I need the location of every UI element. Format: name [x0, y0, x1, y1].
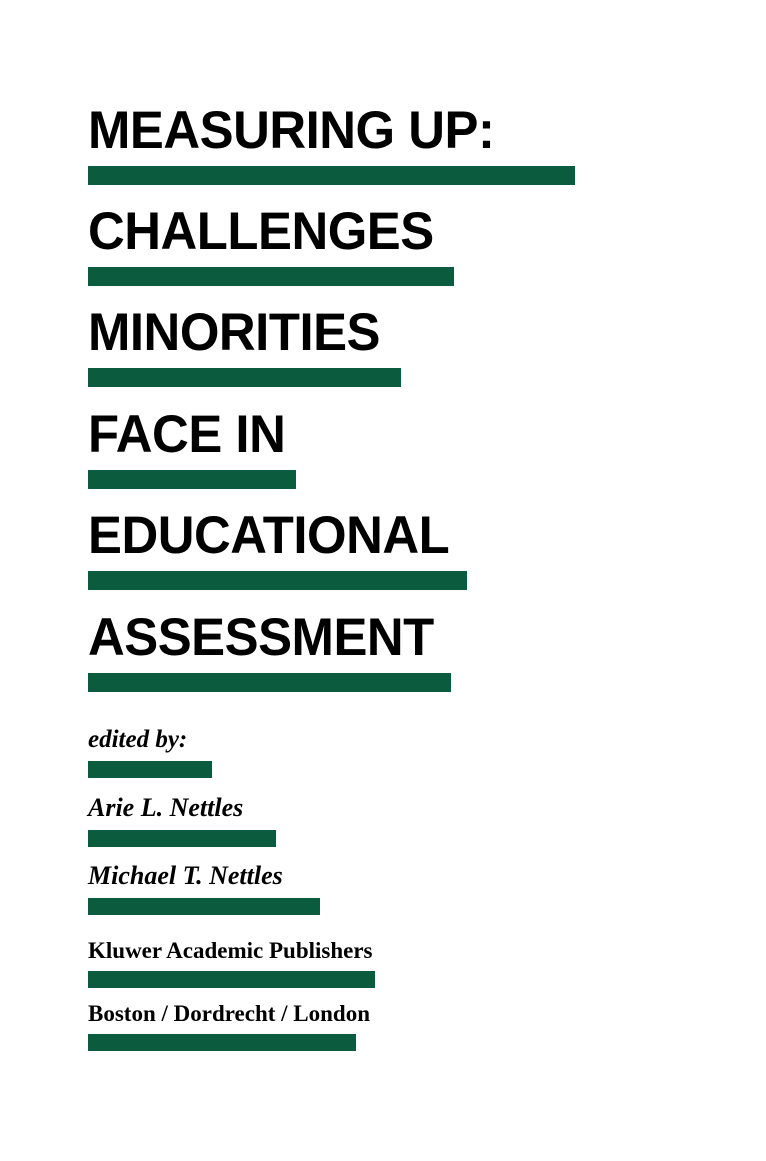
publisher-block [88, 938, 375, 988]
title-line-2 [88, 202, 454, 286]
title-line-3 [88, 303, 401, 387]
title-line-4-text: FACE IN [88, 405, 286, 464]
editor-label-rule [88, 761, 212, 778]
title-line-6-rule [88, 673, 451, 692]
title-line-3-rule [88, 368, 401, 387]
editor-1-name: Arie L. Nettles [88, 793, 244, 822]
title-line-1-text: MEASURING UP: [88, 101, 495, 160]
title-line-4 [88, 405, 296, 489]
editor-1-rule [88, 830, 276, 847]
publisher-locations-rule [88, 1034, 356, 1051]
editor-label-block [88, 726, 212, 778]
title-line-2-text: CHALLENGES [88, 202, 434, 261]
title-line-3-text: MINORITIES [88, 303, 381, 362]
editor-2-block [88, 861, 320, 915]
title-line-2-rule [88, 267, 454, 286]
title-line-4-rule [88, 470, 296, 489]
title-line-5-text: EDUCATIONAL [88, 506, 450, 565]
publisher-name: Kluwer Academic Publishers [88, 938, 373, 963]
publisher-locations-block [88, 1001, 370, 1051]
editor-2-rule [88, 898, 320, 915]
title-line-1 [88, 101, 575, 185]
editor-2-name: Michael T. Nettles [88, 861, 283, 890]
title-line-5-rule [88, 571, 467, 590]
publisher-rule [88, 971, 375, 988]
title-line-1-rule [88, 166, 575, 185]
publisher-locations: Boston / Dordrecht / London [88, 1001, 371, 1026]
title-line-5 [88, 506, 467, 590]
title-line-6 [88, 608, 451, 692]
editor-1-block [88, 793, 276, 847]
editor-label: edited by: [88, 726, 188, 753]
title-line-6-text: ASSESSMENT [88, 608, 434, 667]
